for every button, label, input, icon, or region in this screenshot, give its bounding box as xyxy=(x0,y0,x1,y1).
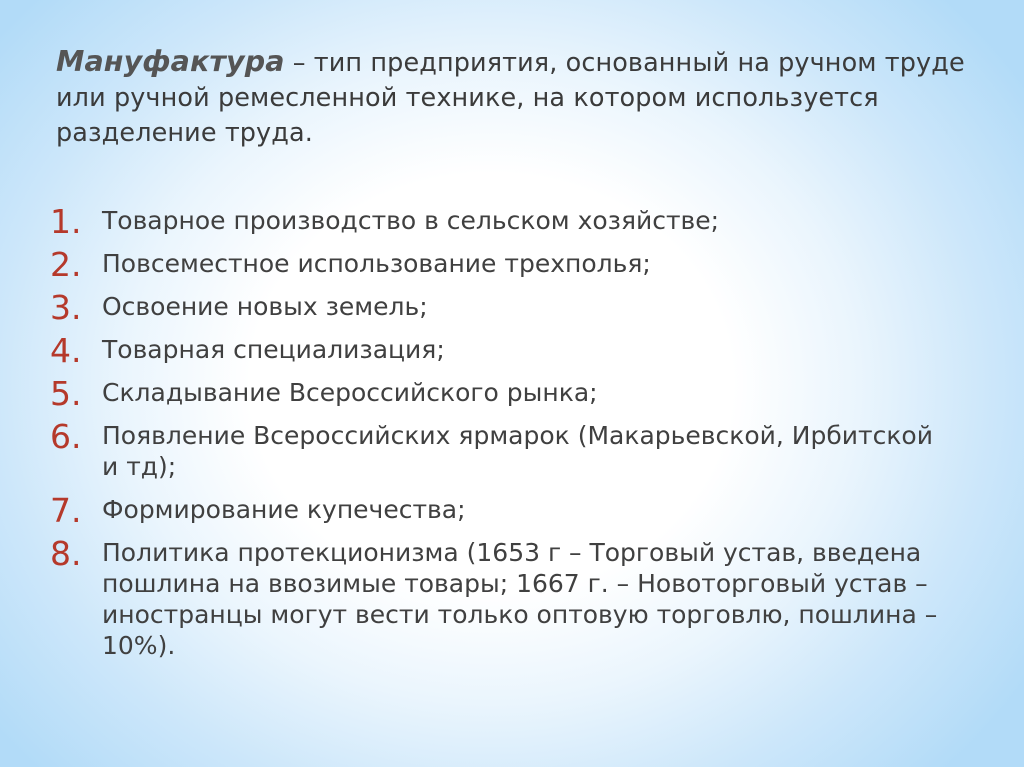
list-item xyxy=(50,417,950,482)
item-number: 5. xyxy=(50,374,82,413)
definition-term: Мануфактура xyxy=(56,45,285,78)
list-item xyxy=(50,534,950,661)
list-item xyxy=(50,331,950,370)
item-text: Формирование купечества; xyxy=(102,495,466,524)
item-number: 6. xyxy=(50,417,82,456)
item-text: Товарная специализация; xyxy=(102,335,445,364)
item-number: 2. xyxy=(50,245,82,284)
list-item xyxy=(50,374,950,413)
definition-paragraph xyxy=(56,44,986,151)
list-item xyxy=(50,245,950,284)
list-item xyxy=(50,202,950,241)
item-text: Складывание Всероссийского рынка; xyxy=(102,378,598,407)
item-number: 4. xyxy=(50,331,82,370)
item-text: Политика протекционизма (1653 г – Торговый устав, введена пошлина на ввозимые товары; 1667 г. – Новоторговый устав – иностранцы могут вести только оптовую торговлю, пошлина – 10%). xyxy=(102,538,938,660)
item-text: Освоение новых земель; xyxy=(102,292,428,321)
item-number: 8. xyxy=(50,534,82,573)
item-number: 1. xyxy=(50,202,82,241)
definition-text: – тип предприятия, основанный на ручном труде или ручной ремесленной технике, на котором используется разделение труда. xyxy=(56,48,965,148)
item-number: 3. xyxy=(50,288,82,327)
list-item xyxy=(50,288,950,327)
item-text: Появление Всероссийских ярмарок (Макарьевской, Ирбитской и тд); xyxy=(102,421,933,481)
item-text: Товарное производство в сельском хозяйстве; xyxy=(102,206,720,235)
factors-list xyxy=(50,202,950,673)
item-text: Повсеместное использование трехполья; xyxy=(102,249,651,278)
list-item xyxy=(50,491,950,530)
item-number: 7. xyxy=(50,491,82,530)
